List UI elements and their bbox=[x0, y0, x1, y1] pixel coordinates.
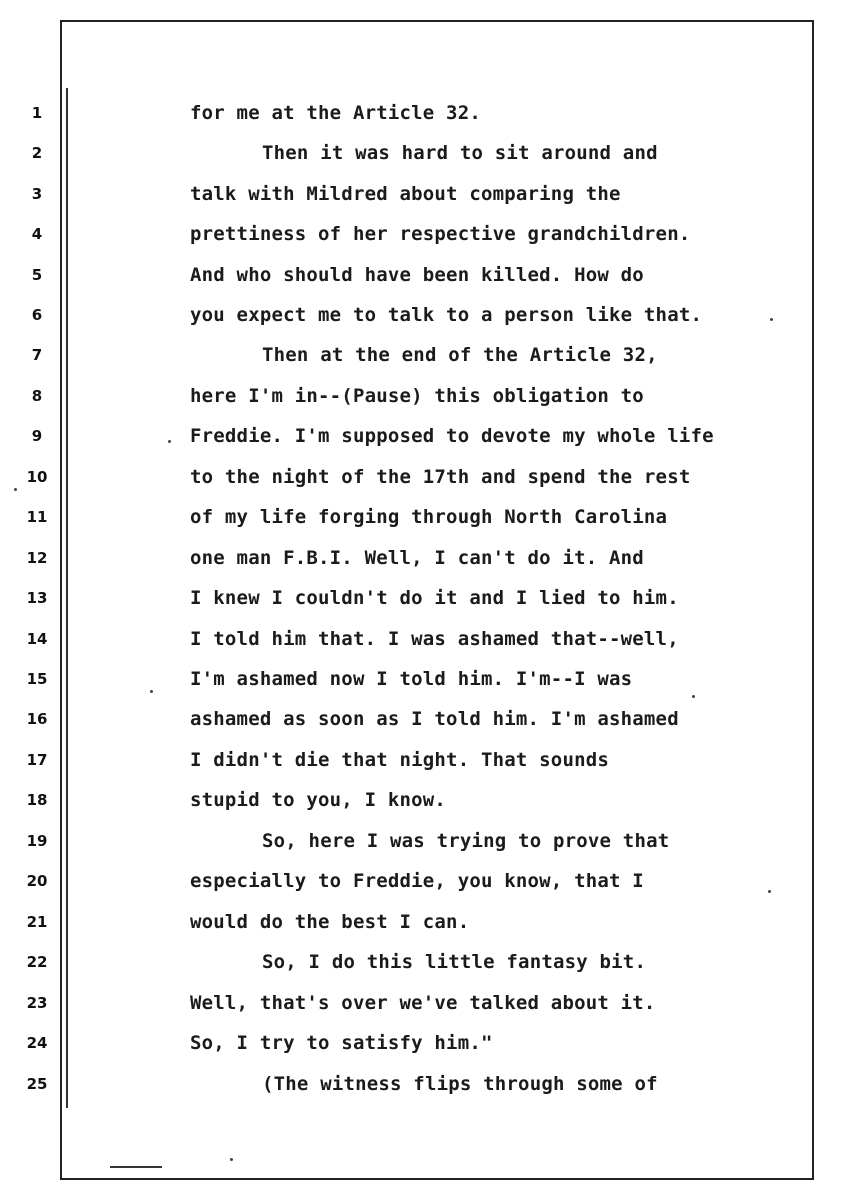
line-number: 16 bbox=[26, 710, 48, 728]
transcript-line: And who should have been killed. How do bbox=[190, 264, 644, 286]
line-number: 24 bbox=[26, 1034, 48, 1052]
scan-speck bbox=[14, 488, 17, 491]
transcript-line: So, I try to satisfy him." bbox=[190, 1032, 493, 1054]
line-number: 18 bbox=[26, 791, 48, 809]
line-number: 10 bbox=[26, 468, 48, 486]
line-number: 1 bbox=[31, 104, 43, 122]
line-number: 15 bbox=[26, 670, 48, 688]
transcript-line: especially to Freddie, you know, that I bbox=[190, 870, 644, 892]
transcript-line: talk with Mildred about comparing the bbox=[190, 183, 621, 205]
transcript-line: you expect me to talk to a person like that. bbox=[190, 304, 703, 326]
scan-speck bbox=[230, 1158, 233, 1161]
scan-speck bbox=[770, 318, 773, 321]
transcript-line: here I'm in--(Pause) this obligation to bbox=[190, 385, 644, 407]
line-number: 23 bbox=[26, 994, 48, 1012]
transcript-line: Then at the end of the Article 32, bbox=[262, 344, 658, 366]
transcript-line: I'm ashamed now I told him. I'm--I was bbox=[190, 668, 633, 690]
line-number: 8 bbox=[31, 387, 43, 405]
scan-speck bbox=[168, 440, 171, 443]
transcript-line: So, here I was trying to prove that bbox=[262, 830, 670, 852]
line-number: 13 bbox=[26, 589, 48, 607]
line-number: 22 bbox=[26, 953, 48, 971]
line-number: 2 bbox=[31, 144, 43, 162]
line-number: 3 bbox=[31, 185, 43, 203]
line-number: 14 bbox=[26, 630, 48, 648]
transcript-line: So, I do this little fantasy bit. bbox=[262, 951, 647, 973]
transcript-line: for me at the Article 32. bbox=[190, 102, 481, 124]
transcript-line: Well, that's over we've talked about it. bbox=[190, 992, 656, 1014]
transcript-line: of my life forging through North Carolina bbox=[190, 506, 668, 528]
line-number: 6 bbox=[31, 306, 43, 324]
transcript-line: stupid to you, I know. bbox=[190, 789, 447, 811]
transcript-line: Then it was hard to sit around and bbox=[262, 142, 658, 164]
transcript-line: I told him that. I was ashamed that--well, bbox=[190, 628, 679, 650]
transcript-line: one man F.B.I. Well, I can't do it. And bbox=[190, 547, 644, 569]
scan-speck bbox=[768, 890, 771, 893]
transcript-line: (The witness flips through some of bbox=[262, 1073, 658, 1095]
transcript-line: Freddie. I'm supposed to devote my whole life bbox=[190, 425, 714, 447]
line-number: 20 bbox=[26, 872, 48, 890]
transcript-line: I knew I couldn't do it and I lied to him. bbox=[190, 587, 679, 609]
line-number: 4 bbox=[31, 225, 43, 243]
footer-rule bbox=[110, 1166, 162, 1168]
scan-speck bbox=[150, 690, 153, 693]
transcript-line: ashamed as soon as I told him. I'm ashamed bbox=[190, 708, 679, 730]
line-number: 11 bbox=[26, 508, 48, 526]
line-number: 7 bbox=[31, 346, 43, 364]
line-number: 5 bbox=[31, 266, 43, 284]
transcript-line: I didn't die that night. That sounds bbox=[190, 749, 610, 771]
transcript-line: prettiness of her respective grandchildren. bbox=[190, 223, 691, 245]
transcript-line: would do the best I can. bbox=[190, 911, 470, 933]
line-number: 25 bbox=[26, 1075, 48, 1093]
line-number: 9 bbox=[31, 427, 43, 445]
line-number: 21 bbox=[26, 913, 48, 931]
scan-speck bbox=[692, 695, 695, 698]
line-number: 17 bbox=[26, 751, 48, 769]
line-number: 19 bbox=[26, 832, 48, 850]
transcript-line: to the night of the 17th and spend the rest bbox=[190, 466, 691, 488]
line-number: 12 bbox=[26, 549, 48, 567]
